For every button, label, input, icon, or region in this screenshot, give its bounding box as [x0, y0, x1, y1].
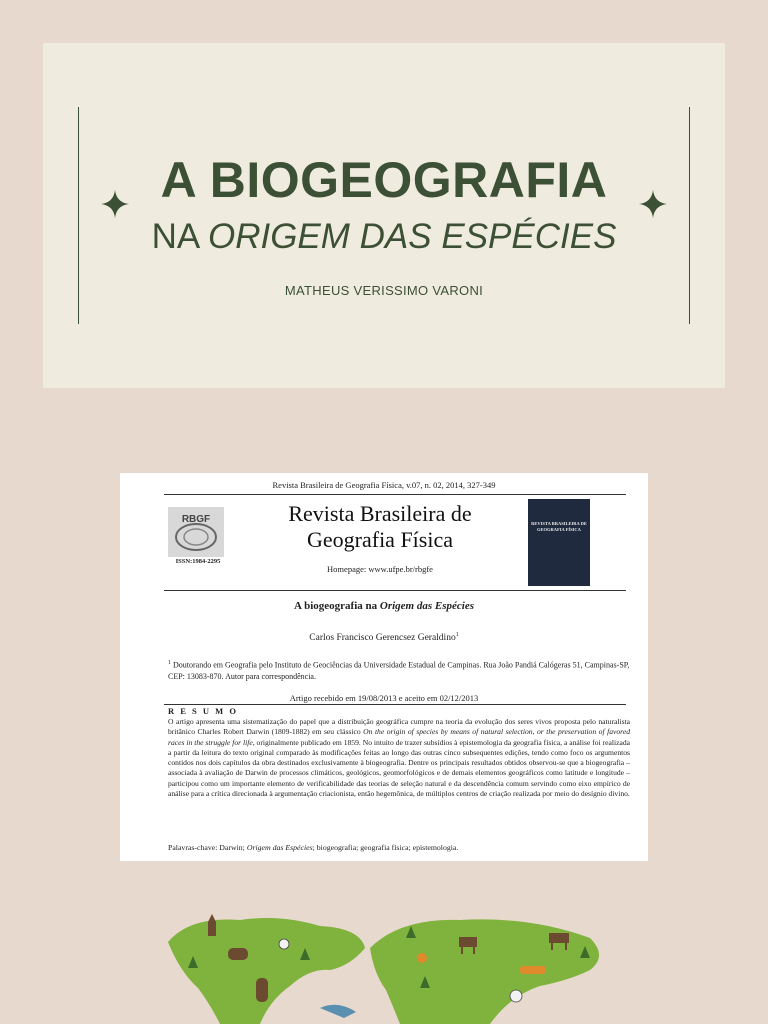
- author-affiliation: $^1$ Doutorando em Geografia pelo Instituto de Geociências da Universidade Estadual de Campinas. Rua João Pandiá Calógeras 51, Campinas-SP, CEP: 13083-870. Autor para correspondência.: [168, 660, 630, 681]
- journal-cover-thumbnail: REVISTA BRASILEIRA DE GEOGRAFIA FÍSICA: [528, 499, 590, 586]
- author-name: MATHEUS VERISSIMO VARONI: [284, 283, 484, 298]
- keywords: Palavras-chave: Darwin; Origem das Espécies; biogeografia; geografia física; epistemologia.: [168, 843, 459, 852]
- rbgf-logo: [168, 507, 224, 557]
- received-date: Artigo recebido em 19/08/2013 e aceito em 02/12/2013: [289, 693, 479, 703]
- journal-homepage: Homepage: www.ufpe.br/rbgfe: [327, 564, 433, 574]
- article-title: A biogeografia na Origem das Espécies: [294, 600, 474, 612]
- abstract-heading: R E S U M O: [168, 706, 238, 716]
- svg-text:RBGF: RBGF: [181, 514, 211, 525]
- journal-title: Revista Brasileira de Geografia Física: [288, 501, 472, 552]
- journal-citation: Revista Brasileira de Geografia Física, v.07, n. 02, 2014, 327-349: [272, 480, 496, 490]
- abstract-text: O artigo apresenta uma sistematização do papel que a distribuição geográfica cumpre na teoria da evolução dos seres vivos proposta pelo naturalista britânico Charles Robert Darwin (1809-1882) em seu clássico On the origin of species by means of natural selection, or the preservation of favored races in the struggle for life, originalmente publicado em 1859. No intuito de trazer subsídios à epistemologia da geografia física, a análise foi realizada a partir da leitura do texto original comparado às modificações feitas ao longo das outras cinco subsequentes edições, tendo como foco os argumentos contidos nos dois capítulos da obra destinados exclusivamente à biogeografia. Dentre os principais resultados obtidos observou-se que a biogeografia – associada à avaliação de Darwin de processos climáticos, geológicos, geomorfológicos e de demais elementos geográficos como latitude e longitude – participou como um importante elemento de verificabilidade das teorias de seleção natural e da descendência comum servindo como eixo empírico de análise para a crítica direcionada à argumentação criacionista, então hegemônica, de múltiplos centros de criação realizada por meio do desígnio divino.: [168, 717, 631, 799]
- divider: [164, 590, 626, 591]
- world-map-animals-icon: [160, 908, 610, 1024]
- page-title: A BIOGEOGRAFIA: [160, 152, 608, 208]
- issn: ISSN:1984-2295: [175, 558, 221, 565]
- page-subtitle: NA ORIGEM DAS ESPÉCIES: [151, 217, 617, 256]
- divider: [164, 494, 626, 495]
- article-author: Carlos Francisco Gerencsez Geraldino$^1$: [309, 632, 459, 644]
- title-card: [43, 43, 725, 388]
- divider: [164, 704, 626, 705]
- paper-preview: [120, 473, 648, 861]
